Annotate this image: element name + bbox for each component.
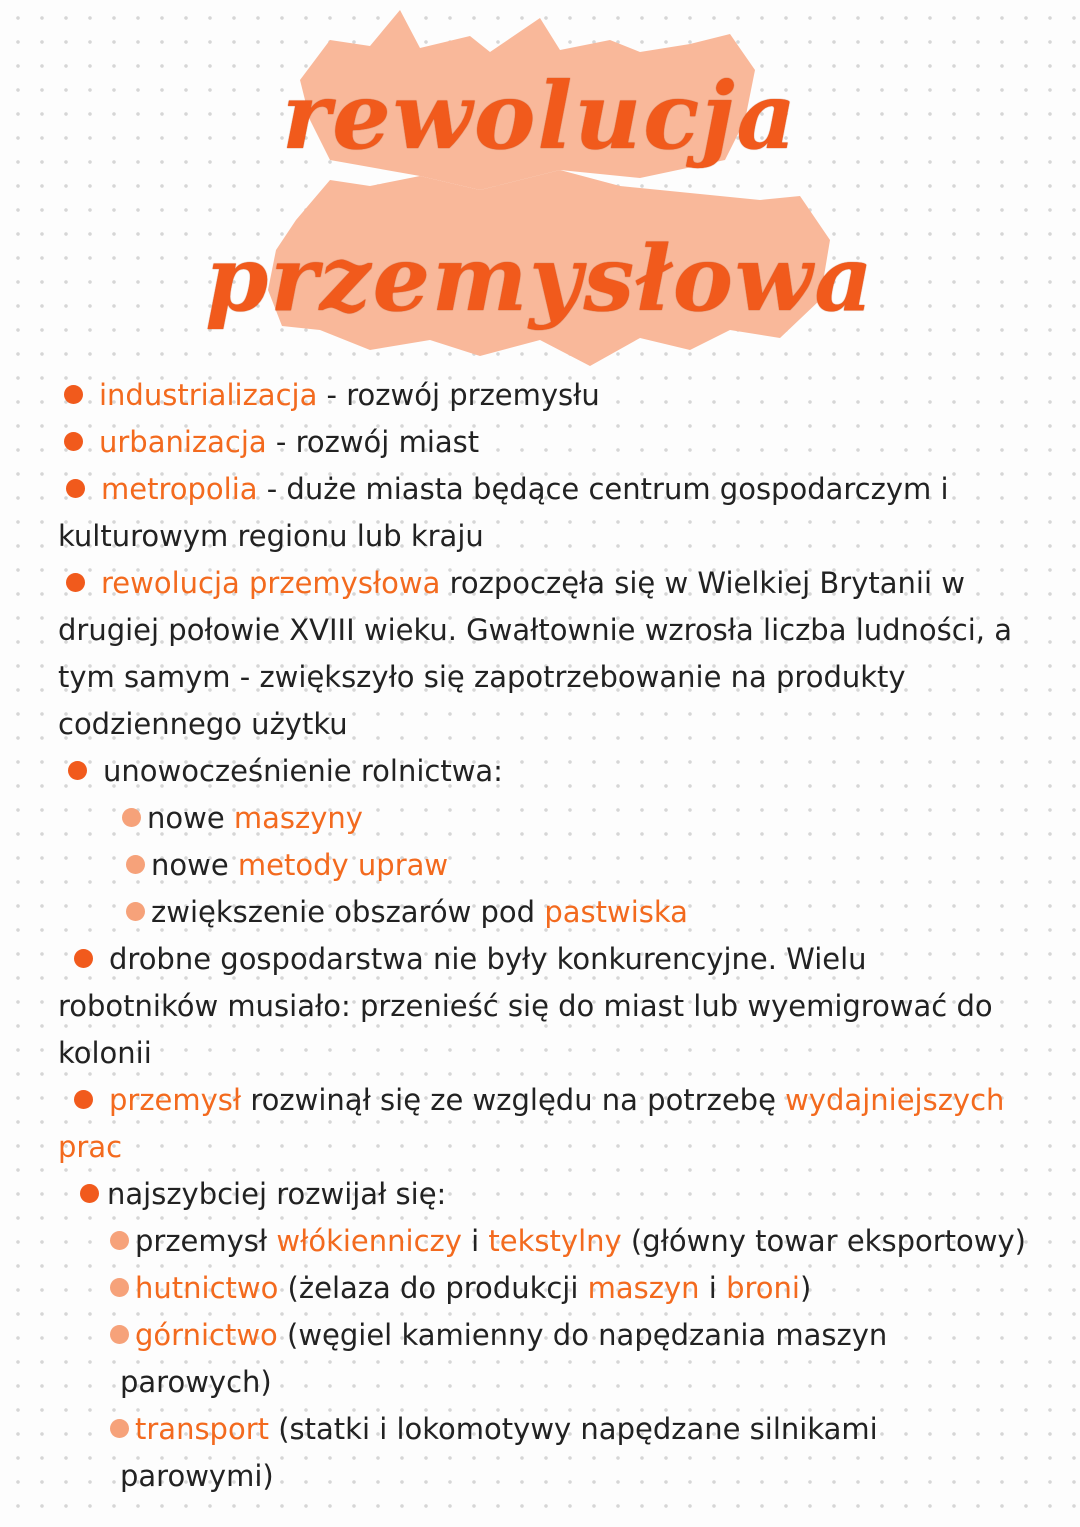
term-highlight: górnictwo: [135, 1318, 278, 1352]
note-urbanizacja: [58, 419, 1048, 466]
term-highlight: metropolia: [101, 472, 258, 506]
sub-item-text: nowe: [147, 801, 234, 835]
sub-item-transport: [58, 1406, 1048, 1453]
bullet-icon: [64, 432, 83, 451]
title-line-1: rewolucja: [281, 62, 799, 170]
note-najszybciej: [58, 1171, 1048, 1218]
note-industrializacja: [58, 372, 1048, 419]
sub-item-text: i: [461, 1224, 489, 1258]
term-highlight: przemysł: [109, 1083, 242, 1117]
definition-text: - duże miasta będące centrum gospodarczym i: [257, 472, 949, 506]
term-highlight: maszyny: [233, 801, 363, 835]
note-text: drobne gospodarstwa nie były konkurencyjne. Wielu: [109, 942, 867, 976]
sub-item-text: przemysł: [135, 1224, 277, 1258]
note-rewolucja-cont-2: tym samym - zwiększyło się zapotrzebowanie na produkty: [58, 660, 906, 694]
term-highlight: hutnictwo: [135, 1271, 279, 1305]
bullet-icon: [74, 1090, 93, 1109]
term-highlight: metody upraw: [237, 848, 449, 882]
sub-item-text: i: [699, 1271, 727, 1305]
sub-bullet-icon: [110, 1231, 129, 1250]
note-przemysl: [58, 1077, 1048, 1124]
term-highlight: wydajniejszych: [785, 1083, 1005, 1117]
title-line-2: przemysłowa: [205, 226, 875, 332]
sub-item-text: ): [799, 1271, 812, 1305]
sub-bullet-icon: [110, 1278, 129, 1297]
sub-item-transport-cont: parowymi): [120, 1459, 274, 1493]
bullet-icon: [74, 949, 93, 968]
sub-item-text: nowe: [151, 848, 238, 882]
sub-item-gornictwo: [58, 1312, 1048, 1359]
sub-item-text: (żelaza do produkcji: [278, 1271, 588, 1305]
term-highlight: broni: [726, 1271, 800, 1305]
note-przemysl-cont: prac: [58, 1130, 123, 1164]
note-rewolucja: [58, 560, 1048, 607]
sub-bullet-icon: [126, 902, 145, 921]
term-highlight: transport: [135, 1412, 269, 1446]
sub-item-hutnictwo: [58, 1265, 1048, 1312]
sub-bullet-icon: [110, 1325, 129, 1344]
notes-content: [58, 372, 1048, 1500]
bullet-icon: [66, 479, 85, 498]
term-highlight: tekstylny: [488, 1224, 622, 1258]
note-text: rozwinął się ze względu na potrzebę: [241, 1083, 786, 1117]
definition-text: - rozwój miast: [266, 425, 480, 459]
sub-bullet-icon: [110, 1419, 129, 1438]
term-highlight: pastwiska: [544, 895, 688, 929]
sub-item-text: (główny towar eksportowy): [621, 1224, 1026, 1258]
note-gospodarstwa: [58, 936, 1048, 983]
section-heading: unowocześnienie rolnictwa:: [103, 754, 503, 788]
bullet-icon: [64, 385, 83, 404]
term-highlight: włókienniczy: [276, 1224, 462, 1258]
term-highlight: maszyn: [587, 1271, 700, 1305]
note-rewolucja-cont-1: drugiej połowie XVIII wieku. Gwałtownie wzrosła liczba ludności, a: [58, 613, 1012, 647]
definition-text: rozpoczęła się w Wielkiej Brytanii w: [440, 566, 965, 600]
sub-item-text: (statki i lokomotywy napędzane silnikami: [269, 1412, 878, 1446]
note-gospodarstwa-cont-1: robotników musiało: przenieść się do miast lub wyemigrować do: [58, 989, 993, 1023]
note-rolnictwo: [58, 748, 1048, 795]
note-rewolucja-cont-3: codziennego użytku: [58, 707, 348, 741]
sub-item-text: zwiększenie obszarów pod: [151, 895, 545, 929]
sub-bullet-icon: [122, 808, 141, 827]
sub-item-maszyny: [58, 795, 1048, 842]
sub-item-pastwiska: [58, 889, 1048, 936]
term-highlight: industrializacja: [99, 378, 318, 412]
note-gospodarstwa-cont-2: kolonii: [58, 1036, 152, 1070]
sub-item-gornictwo-cont: parowych): [120, 1365, 272, 1399]
sub-item-text: (węgiel kamienny do napędzania maszyn: [277, 1318, 888, 1352]
note-metropolia: [58, 466, 1048, 513]
sub-item-metody: [58, 842, 1048, 889]
note-metropolia-cont: kulturowym regionu lub kraju: [58, 519, 484, 553]
bullet-icon: [80, 1184, 99, 1203]
sub-item-wlokienniczy: [58, 1218, 1048, 1265]
definition-text: - rozwój przemysłu: [317, 378, 600, 412]
title-area: [0, 0, 1080, 380]
section-heading: najszybciej rozwijał się:: [107, 1177, 447, 1211]
term-highlight: urbanizacja: [99, 425, 267, 459]
bullet-icon: [68, 761, 87, 780]
sub-bullet-icon: [126, 855, 145, 874]
bullet-icon: [66, 573, 85, 592]
term-highlight: rewolucja przemysłowa: [101, 566, 441, 600]
